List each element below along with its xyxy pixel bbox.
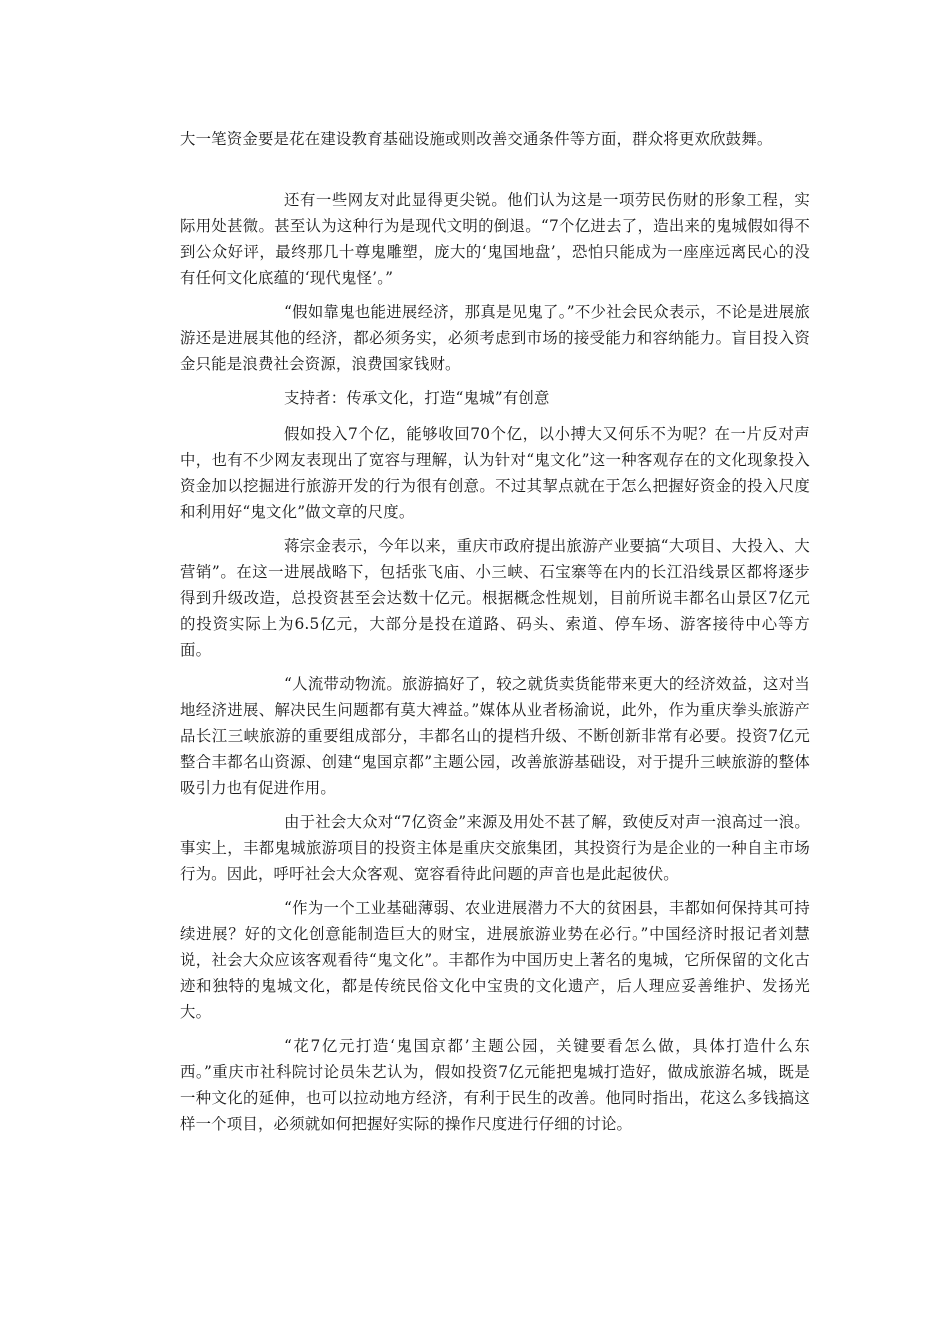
paragraph-4: 假如投入7个亿，能够收回70个亿，以小搏大又何乐不为呢？在一片反对声中，也有不少网友表现出了宽容与理解，认为针对“鬼文化”这一种客观存在的文化现象投入资金加以挖掘进行旅游开发的行为很有创意。不过其挈点就在于怎么把握好资金的投入尺度和利用好“鬼文化”做文章的尺度。	[180, 425, 810, 521]
paragraph-1: 大一笔资金要是花在建设教育基础设施或则改善交通条件等方面，群众将更欢欣鼓舞。	[180, 130, 773, 148]
document-body	[180, 126, 810, 1145]
paragraph-9: “花7亿元打造‘鬼国京都’主题公园，关键要看怎么做，具体打造什么东西。”重庆市社科院讨论员朱艺认为，假如投资7亿元能把鬼城打造好，做成旅游名城，既是一种文化的延伸，也可以拉动地方经济，有利于民生的改善。他同时指出，花这么多钱搞这样一个项目，必须就如何把握好实际的操作尺度进行仔细的讨论。	[180, 1037, 810, 1133]
section-heading-supporters: 支持者：传承文化，打造“鬼城”有创意	[284, 389, 550, 407]
paragraph-8: “作为一个工业基础薄弱、农业进展潜力不大的贫困县，丰都如何保持其可持续进展？好的文化创意能制造巨大的财宝，进展旅游业势在必行。”中国经济时报记者刘慧说，社会大众应该客观看待“鬼文化”。丰都作为中国历史上著名的鬼城，它所保留的文化古迹和独特的鬼城文化，都是传统民俗文化中宝贵的文化遗产，后人理应妥善维护、发扬光大。	[180, 899, 810, 1021]
paragraph-3: “假如靠鬼也能进展经济，那真是见鬼了。”不少社会民众表示，不论是进展旅游还是进展其他的经济，都必须务实，必须考虑到市场的接受能力和容纳能力。盲目投入资金只能是浪费社会资源，浪费国家钱财。	[180, 303, 810, 373]
paragraph-7: 由于社会大众对“7亿资金”来源及用处不甚了解，致使反对声一浪高过一浪。事实上，丰都鬼城旅游项目的投资主体是重庆交旅集团，其投资行为是企业的一种自主市场行为。因此，呼吁社会大众客观、宽容看待此问题的声音也是此起彼伏。	[180, 813, 810, 883]
paragraph-2: 还有一些网友对此显得更尖锐。他们认为这是一项劳民伤财的形象工程，实际用处甚微。甚至认为这种行为是现代文明的倒退。“7个亿进去了，造出来的鬼城假如得不到公众好评，最终那几十尊鬼雕塑，庞大的‘鬼国地盘’，恐怕只能成为一座座远离民心的没有任何文化底蕴的‘现代鬼怪’。”	[180, 191, 810, 287]
paragraph-6: “人流带动物流。旅游搞好了，较之就货卖货能带来更大的经济效益，这对当地经济进展、解决民生问题都有莫大裨益。”媒体从业者杨渝说，此外，作为重庆拳头旅游产品长江三峡旅游的重要组成部分，丰都名山的提档升级、不断创新非常有必要。投资7亿元整合丰都名山资源、创建“鬼国京都”主题公园，改善旅游基础设，对于提升三峡旅游的整体吸引力也有促进作用。	[180, 675, 810, 797]
paragraph-5: 蒋宗金表示，今年以来，重庆市政府提出旅游产业要搞“大项目、大投入、大营销”。在这一进展战略下，包括张飞庙、小三峡、石宝寨等在内的长江沿线景区都将逐步得到升级改造，总投资甚至会达数十亿元。根据概念性规划，目前所说丰都名山景区7亿元的投资实际上为6.5亿元，大部分是投在道路、码头、索道、停车场、游客接待中心等方面。	[180, 537, 810, 659]
